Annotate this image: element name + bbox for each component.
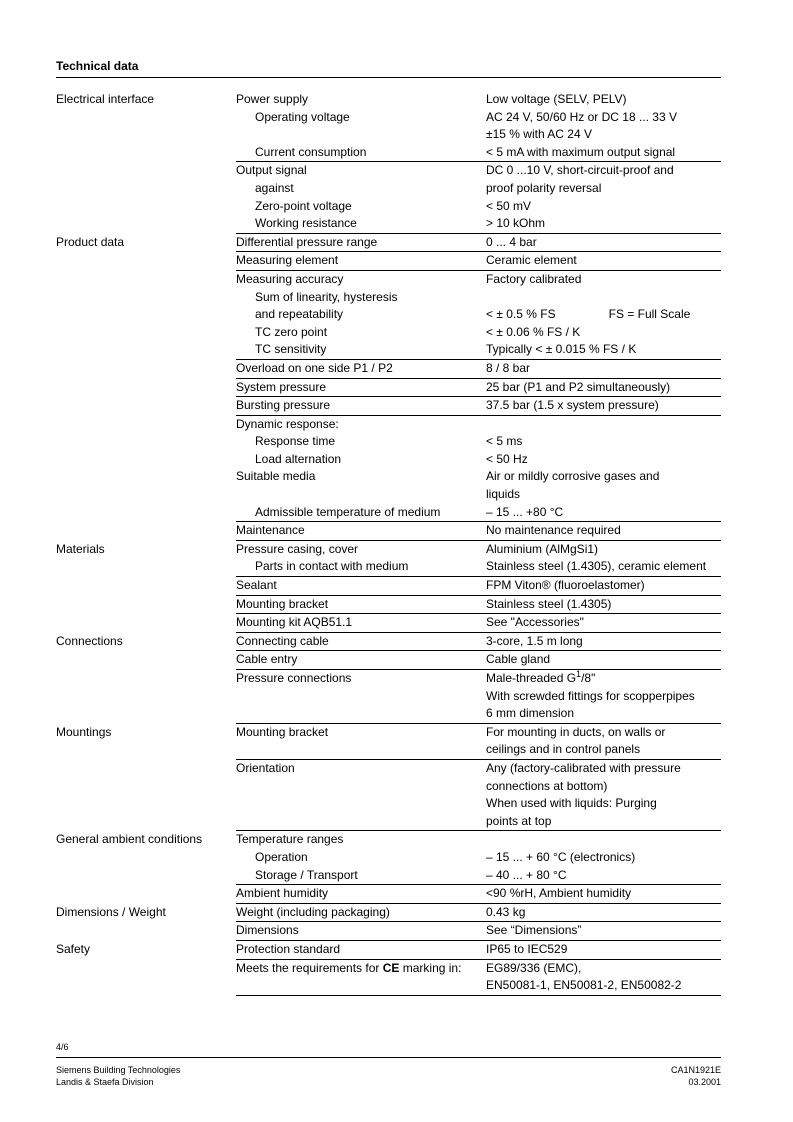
spec-parameter [236,670,486,723]
spec-value [486,271,721,359]
spec-parameter [236,271,486,359]
value-text: 6 mm dimension [486,706,575,721]
value-text: > 10 kOhm [486,216,546,231]
spec-value [486,904,721,922]
value-line [486,468,721,486]
parameter-line: TC zero point [255,324,328,339]
parameter-line: Operating voltage [255,109,350,124]
parameter-line: Protection standard [236,941,341,956]
spec-row [236,760,721,831]
page-number: 4/6 [56,1042,69,1052]
value-text: Ceramic element [486,253,577,268]
spec-parameter [236,633,486,651]
category-label: Mountings [56,724,112,739]
value-line [486,522,721,540]
value-text: AC 24 V, 50/60 Hz or DC 18 ... 33 V [486,109,677,124]
spec-group [56,831,721,903]
spec-rows [236,831,721,903]
spec-value [486,379,721,397]
value-line [486,360,721,378]
parameter-line: Measuring accuracy [236,271,344,286]
spec-parameter [236,234,486,252]
spec-parameter [236,922,486,940]
value-text: < ± 0.06 % FS / K [486,324,581,339]
value-text: IP65 to IEC529 [486,941,568,956]
value-text: connections at bottom) [486,778,608,793]
value-line [486,778,721,796]
thread-superscript: 1 [576,669,582,679]
spec-parameter [236,162,486,232]
parameter-line: Cable entry [236,652,298,667]
parameter-line: Output signal [236,163,307,178]
spec-parameter [236,416,486,469]
spec-group [56,724,721,832]
value-text: Aluminium (AlMgSi1) [486,541,599,556]
footer-divider [56,1057,721,1058]
parameter-line: Ambient humidity [236,886,329,901]
value-line [486,849,721,867]
value-text: 25 bar (P1 and P2 simultaneously) [486,379,671,394]
spec-parameter [236,724,486,759]
parameter-line [236,778,486,796]
spec-parameter [236,379,486,397]
category-label: Dimensions / Weight [56,904,166,919]
value-line [486,885,721,903]
value-text: 0 ... 4 bar [486,234,537,249]
value-text: ±15 % with AC 24 V [486,127,592,142]
page-title: Technical data [56,59,139,73]
value-text: Air or mildly corrosive gases and [486,469,660,484]
spec-value [486,252,721,270]
value-line [486,198,721,216]
parameter-line: against [255,180,294,195]
footer-left [56,1064,180,1088]
value-line [486,324,721,342]
parameter-line: Mounting kit AQB51.1 [236,615,353,630]
value-line [486,705,721,723]
spec-row [236,614,721,633]
parameter-line: Pressure connections [236,671,352,685]
value-text: When used with liquids: Purging [486,796,657,811]
category-label: Product data [56,234,125,249]
parameter-line: Power supply [236,92,309,106]
spec-parameter [236,468,486,521]
spec-parameter [236,577,486,595]
value-text: 37.5 bar (1.5 x system pressure) [486,398,659,413]
value-line [486,341,721,359]
footer-doc-id: CA1N1921E [670,1065,721,1075]
parameter-line: Admissible temperature of medium [255,504,441,519]
spec-value [486,614,721,632]
value-line [486,741,721,759]
parameter-line: and repeatability [255,307,344,322]
spec-rows [236,91,721,234]
value-text: Any (factory-calibrated with pressure [486,760,681,775]
value-line [486,724,721,742]
parameter-line: Orientation [236,760,295,775]
value-line [486,670,721,688]
spec-value [486,651,721,669]
spec-row [236,885,721,904]
parameter-line: Bursting pressure [236,398,331,413]
value-line [486,596,721,614]
value-text: With screwded fittings for scopperpipes [486,688,695,703]
spec-row [236,831,721,885]
value-line [486,162,721,180]
spec-value [486,724,721,759]
parameter-line [236,795,486,813]
spec-parameter [236,831,486,884]
spec-row [236,252,721,271]
footer-division: Landis & Staefa Division [56,1077,154,1087]
category-label: Electrical interface [56,92,155,106]
value-line [486,306,721,324]
parameter-line [236,960,486,978]
spec-row [236,468,721,522]
spec-value [486,922,721,940]
value-line [486,831,721,849]
spec-row [236,397,721,416]
parameter-line: Storage / Transport [255,867,358,882]
value-line [486,126,721,144]
value-text: See “Dimensions” [486,923,582,938]
value-text: <90 %rH, Ambient humidity [486,886,632,901]
spec-parameter [236,941,486,959]
value-text: Factory calibrated [486,271,582,286]
spec-value [486,91,721,161]
parameter-line: Dynamic response: [236,416,339,431]
value-text: Male-threaded G [486,671,577,685]
parameter-line: Temperature ranges [236,832,344,847]
spec-row [236,941,721,960]
value-line [486,922,721,940]
value-text: – 15 ... + 60 °C (electronics) [486,849,636,864]
spec-row [236,724,721,760]
parameter-line [236,977,486,995]
parameter-line: Mounting bracket [236,724,329,739]
value-line [486,651,721,669]
spec-parameter [236,960,486,995]
value-line [486,504,721,522]
spec-parameter [236,614,486,632]
value-text: 3-core, 1.5 m long [486,633,583,648]
spec-parameter [236,760,486,830]
spec-group [56,941,721,996]
value-text: liquids [486,487,521,502]
value-text: Stainless steel (1.4305), ceramic element [486,559,707,574]
value-line [486,813,721,831]
value-text: points at top [486,813,552,828]
value-line [486,433,721,451]
category-label: Connections [56,633,123,648]
spec-row [236,577,721,596]
value-text: < 5 ms [486,434,523,449]
spec-group [56,91,721,234]
parameter-text: marking in: [399,960,462,975]
spec-row [236,960,721,996]
spec-value [486,941,721,959]
value-text: 0.43 kg [486,904,526,919]
parameter-line: Overload on one side P1 / P2 [236,360,393,375]
spec-group [56,541,721,633]
spec-row [236,379,721,398]
spec-parameter [236,360,486,378]
parameter-line: Parts in contact with medium [255,559,409,574]
spec-value [486,522,721,540]
spec-row [236,651,721,670]
value-text: EN50081-1, EN50081-2, EN50082-2 [486,978,682,993]
category-label: Materials [56,541,105,556]
footer-company: Siemens Building Technologies [56,1065,181,1075]
value-line [486,795,721,813]
spec-value [486,831,721,884]
parameter-line: System pressure [236,379,327,394]
value-text: See "Accessories" [486,615,584,630]
value-text: Cable gland [486,652,551,667]
spec-value [486,577,721,595]
spec-value [486,416,721,469]
value-text: 8 / 8 bar [486,360,531,375]
spec-value [486,633,721,651]
value-text: proof polarity reversal [486,180,602,195]
parameter-line: Response time [255,434,336,449]
value-text: Stainless steel (1.4305) [486,596,612,611]
spec-parameter [236,885,486,903]
spec-value [486,162,721,232]
parameter-line [236,486,486,504]
value-text: ceilings and in control panels [486,742,641,757]
value-text: < 50 mV [486,198,532,213]
spec-row [236,91,721,162]
spec-group [56,234,721,541]
value-text: Typically < ± 0.015 % FS / K [486,342,637,357]
spec-row [236,360,721,379]
spec-value [486,468,721,521]
value-line [486,91,721,109]
spec-rows [236,941,721,996]
spec-parameter [236,252,486,270]
parameter-line: Dimensions [236,923,299,938]
parameter-line: Working resistance [255,216,357,231]
value-text: – 40 ... + 80 °C [486,867,567,882]
parameter-line: Load alternation [255,451,342,466]
value-line [486,558,721,576]
parameter-line: Weight (including packaging) [236,904,390,919]
value-text: < 50 Hz [486,451,528,466]
spec-rows [236,541,721,633]
spec-row [236,904,721,923]
spec-row [236,541,721,577]
spec-value [486,541,721,576]
spec-parameter [236,904,486,922]
spec-parameter [236,397,486,415]
spec-parameter [236,91,486,161]
parameter-line: Maintenance [236,523,305,538]
parameter-line: Mounting bracket [236,596,329,611]
spec-rows [236,633,721,724]
parameter-line: Sealant [236,578,277,593]
value-line [486,633,721,651]
value-line [486,180,721,198]
value-text: < 5 mA with maximum output signal [486,144,676,159]
parameter-line: Measuring element [236,253,339,268]
parameter-line: Current consumption [255,144,367,159]
parameter-line: TC sensitivity [255,342,327,357]
spec-value [486,234,721,252]
parameter-line: Zero-point voltage [255,198,352,213]
spec-parameter [236,522,486,540]
spec-parameter [236,596,486,614]
value-line [486,416,721,434]
value-line [486,960,721,978]
spec-row [236,271,721,360]
spec-parameter [236,651,486,669]
parameter-line [236,813,486,831]
value-text: – 15 ... +80 °C [486,504,564,519]
value-line [486,867,721,885]
parameter-line: Pressure casing, cover [236,541,359,556]
title-divider [56,77,721,78]
parameter-line [236,126,486,144]
value-text: No maintenance required [486,523,621,538]
parameter-line: Differential pressure range [236,234,378,249]
value-line [486,215,721,233]
spec-parameter [236,541,486,576]
parameter-text: Meets the requirements for [236,960,383,975]
value-line [486,541,721,559]
spec-row [236,522,721,541]
footer-date: 03.2001 [688,1077,721,1087]
value-line [486,941,721,959]
spec-value [486,596,721,614]
spec-row [236,922,721,941]
spec-row [236,416,721,469]
category-label: General ambient conditions [56,832,203,847]
value-line [486,486,721,504]
value-text: Low voltage (SELV, PELV) [486,92,627,106]
spec-group [56,904,721,941]
spec-row [236,162,721,233]
spec-rows [236,234,721,541]
value-text: DC 0 ...10 V, short-circuit-proof and [486,163,674,178]
spec-value [486,670,721,723]
value-line [486,397,721,415]
spec-row [236,670,721,724]
value-text: < ± 0.5 % FS [486,307,556,322]
value-line [486,760,721,778]
value-line [486,577,721,595]
ce-mark: CE [382,960,400,975]
value-line [486,451,721,469]
spec-value [486,885,721,903]
value-text: For mounting in ducts, on walls or [486,724,666,739]
spec-row [236,234,721,253]
value-text: FPM Viton® (fluoroelastomer) [486,578,645,593]
value-line [486,379,721,397]
parameter-line [236,705,486,723]
fs-note: FS = Full Scale [608,307,691,322]
value-line [486,144,721,162]
technical-data-table [56,91,721,996]
spec-value [486,397,721,415]
value-line [486,977,721,995]
value-line [486,688,721,706]
spec-value [486,760,721,830]
parameter-line: Sum of linearity, hysteresis [255,289,398,304]
value-line [486,252,721,270]
spec-value [486,960,721,995]
parameter-line: Operation [255,849,308,864]
category-label: Safety [56,941,91,956]
parameter-line [236,741,486,759]
value-line [486,904,721,922]
footer-right [671,1064,721,1088]
spec-value [486,360,721,378]
value-text: EG89/336 (EMC), [486,960,582,975]
thread-fraction: /8" [581,671,596,685]
parameter-line [236,688,486,706]
value-line [486,234,721,252]
spec-group [56,633,721,724]
spec-rows [236,904,721,941]
spec-row [236,596,721,615]
parameter-line: Suitable media [236,469,316,484]
spec-row [236,633,721,652]
parameter-line: Connecting cable [236,633,329,648]
value-line [486,289,721,307]
value-line [486,614,721,632]
value-line [486,271,721,289]
value-line [486,109,721,127]
spec-rows [236,724,721,832]
